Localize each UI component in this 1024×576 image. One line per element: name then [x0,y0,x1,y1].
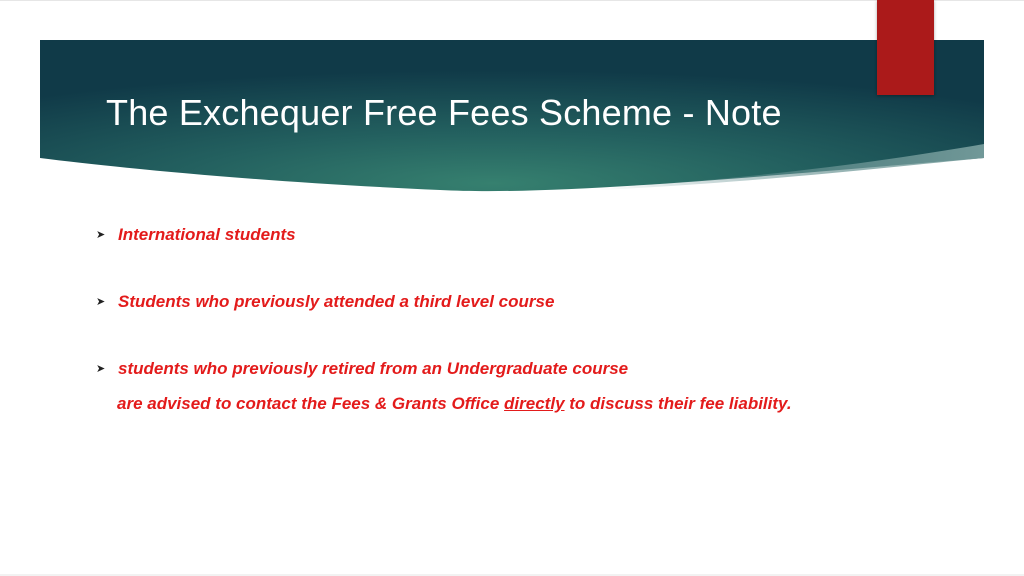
accent-tab [877,0,934,95]
bullet-text: students who previously retired from an Undergraduate course [118,359,629,378]
continuation-before: are advised to contact the Fees & Grants Office [117,394,505,413]
bullet-item [96,354,976,384]
arrowhead-bullet-icon: ➤ [96,296,106,308]
emphasis-directly: directly [504,394,565,413]
bullet-text: International students [118,225,296,244]
arrowhead-bullet-icon: ➤ [96,363,106,375]
arrowhead-bullet-icon: ➤ [96,229,106,241]
bullet-text: Students who previously attended a third level course [118,292,555,311]
bullet-item [96,287,976,317]
continuation-after: to discuss their fee liability. [564,394,792,413]
bullet-item [96,220,976,250]
slide-title: The Exchequer Free Fees Scheme - Note [106,92,782,133]
continuation-line [117,389,977,419]
